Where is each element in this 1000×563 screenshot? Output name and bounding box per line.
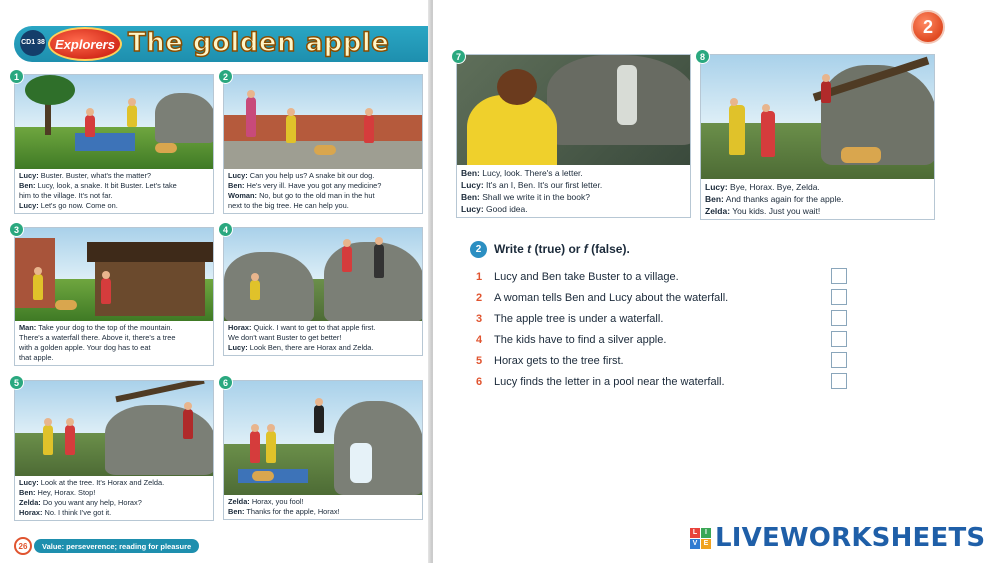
- exercise-title: Write t (true) or f (false).: [494, 242, 630, 256]
- panel-illustration: [15, 75, 213, 169]
- panel-caption: Lucy: Buster. Buster, what's the matter? Ben: Lucy, look, a snake. It bit Buster. Let's take him to the village. It's not far. Lucy: Let's go now. Come on.: [19, 171, 177, 210]
- exercise-item: [476, 350, 856, 371]
- panel-number: 8: [695, 49, 710, 64]
- panel-caption: Ben: Lucy, look. There's a letter. Lucy: It's an I, Ben. It's our first letter. Ben: Shall we write it in the book? Lucy: Good idea.: [461, 168, 603, 214]
- exercise-item: [476, 308, 856, 329]
- exercise-number: 2: [470, 241, 487, 258]
- story-panel-8: [699, 51, 935, 220]
- unit-number-badge: 2: [911, 10, 945, 44]
- story-panel-4: [222, 224, 423, 356]
- page-number: 26: [14, 537, 32, 555]
- exercise-item: [476, 287, 856, 308]
- story-panel-7: [455, 51, 691, 218]
- panel-caption: Lucy: Look at the tree. It's Horax and Zelda. Ben: Hey, Horax. Stop! Zelda: Do you want any help, Horax? Horax: No. I think I've got it.: [19, 478, 165, 517]
- answer-box-6[interactable]: [831, 373, 847, 389]
- exercise-item: [476, 371, 856, 392]
- liveworksheets-wordmark: LIVEWORKSHEETS: [715, 523, 986, 553]
- panel-number: 6: [218, 375, 233, 390]
- story-panel-6: [222, 377, 423, 520]
- answer-box-2[interactable]: [831, 289, 847, 305]
- cd-track-icon[interactable]: CD1 38: [20, 30, 46, 56]
- story-panel-3: [13, 224, 214, 366]
- panel-number: 2: [218, 69, 233, 84]
- panel-illustration: [15, 381, 213, 476]
- answer-box-4[interactable]: [831, 331, 847, 347]
- panel-illustration: [224, 381, 422, 495]
- panel-caption: Zelda: Horax, you fool! Ben: Thanks for the apple, Horax!: [228, 497, 340, 516]
- panel-illustration: [15, 228, 213, 321]
- item-number: 3: [476, 312, 483, 325]
- story-panel-1: [13, 71, 214, 214]
- item-text: A woman tells Ben and Lucy about the waterfall.: [494, 291, 729, 304]
- item-text: The apple tree is under a waterfall.: [494, 312, 664, 325]
- explorers-logo: Explorers: [48, 27, 122, 61]
- item-number: 2: [476, 291, 483, 304]
- story-panel-2: [222, 71, 423, 214]
- liveworksheets-logo: [690, 525, 985, 551]
- panel-illustration: [457, 55, 690, 165]
- panel-number: 5: [9, 375, 24, 390]
- answer-box-5[interactable]: [831, 352, 847, 368]
- story-panel-5: [13, 377, 214, 521]
- item-number: 6: [476, 375, 483, 388]
- answer-box-3[interactable]: [831, 310, 847, 326]
- panel-number: 3: [9, 222, 24, 237]
- panel-number: 7: [451, 49, 466, 64]
- item-text: Lucy and Ben take Buster to a village.: [494, 270, 679, 283]
- liveworksheets-logo-icon: L I V E: [690, 528, 711, 549]
- item-number: 4: [476, 333, 483, 346]
- panel-number: 4: [218, 222, 233, 237]
- panel-number: 1: [9, 69, 24, 84]
- exercise-item: [476, 329, 856, 350]
- panel-caption: Lucy: Bye, Horax. Bye, Zelda. Ben: And thanks again for the apple. Zelda: You kids. Just you wait!: [705, 182, 844, 216]
- exercise-item: [476, 266, 856, 287]
- panel-illustration: [224, 228, 422, 321]
- lesson-title: The golden apple: [128, 28, 390, 58]
- value-banner: Value: perseverence; reading for pleasure: [34, 539, 199, 553]
- item-number: 1: [476, 270, 483, 283]
- exercise-items: [476, 266, 856, 392]
- panel-caption: Lucy: Can you help us? A snake bit our dog. Ben: He's very ill. Have you got any medicine? Woman: No, but go to the old man in the hut next to the big tree. He can help you.: [228, 171, 382, 210]
- panel-illustration: [701, 55, 934, 179]
- panel-caption: Man: Take your dog to the top of the mountain. There's a waterfall there. Above it, there's a tree with a golden apple. Your dog has to eat that apple.: [19, 323, 176, 362]
- item-number: 5: [476, 354, 483, 367]
- panel-illustration: [224, 75, 422, 169]
- answer-box-1[interactable]: [831, 268, 847, 284]
- item-text: The kids have to find a silver apple.: [494, 333, 667, 346]
- item-text: Horax gets to the tree first.: [494, 354, 624, 367]
- panel-caption: Horax: Quick. I want to get to that apple first. We don't want Buster to get better! Lucy: Look Ben, there are Horax and Zelda.: [228, 323, 376, 352]
- item-text: Lucy finds the letter in a pool near the waterfall.: [494, 375, 725, 388]
